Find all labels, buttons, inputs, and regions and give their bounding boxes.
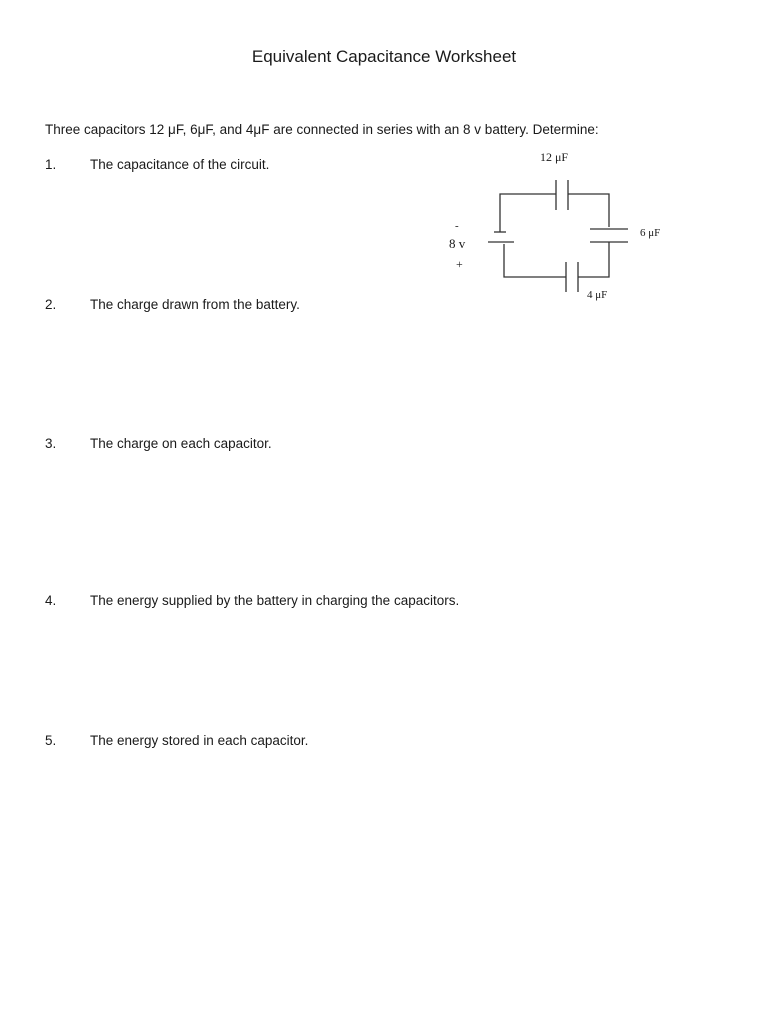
wire-top-right	[568, 194, 609, 227]
wire-right-bottom	[578, 242, 609, 277]
question-number: 1.	[45, 157, 57, 172]
page-title: Equivalent Capacitance Worksheet	[251, 47, 517, 66]
question-number: 5.	[45, 733, 57, 748]
capacitor-12uf-label: 12 μF	[540, 150, 569, 164]
question-number: 2.	[45, 297, 57, 312]
question-number: 3.	[45, 436, 57, 451]
question-text: The charge on each capacitor.	[90, 436, 272, 451]
capacitor-6uf-label: 6 μF	[640, 227, 661, 239]
capacitor-4uf-label: 4 μF	[587, 289, 608, 301]
question-text: The charge drawn from the battery.	[90, 297, 300, 312]
wire-top-left	[500, 194, 556, 232]
battery-voltage-label: 8 v	[449, 236, 466, 251]
battery-minus-sign: -	[455, 220, 459, 232]
question-text: The energy supplied by the battery in charging the capacitors.	[90, 593, 460, 608]
battery-plus-sign: +	[456, 257, 463, 271]
question-text: The energy stored in each capacitor.	[90, 733, 309, 748]
question-number: 4.	[45, 593, 57, 608]
question-text: The capacitance of the circuit.	[90, 157, 270, 172]
wire-bottom-left	[504, 244, 566, 277]
problem-statement: Three capacitors 12 μF, 6μF, and 4μF are connected in series with an 8 v battery. Determine:	[45, 122, 599, 137]
